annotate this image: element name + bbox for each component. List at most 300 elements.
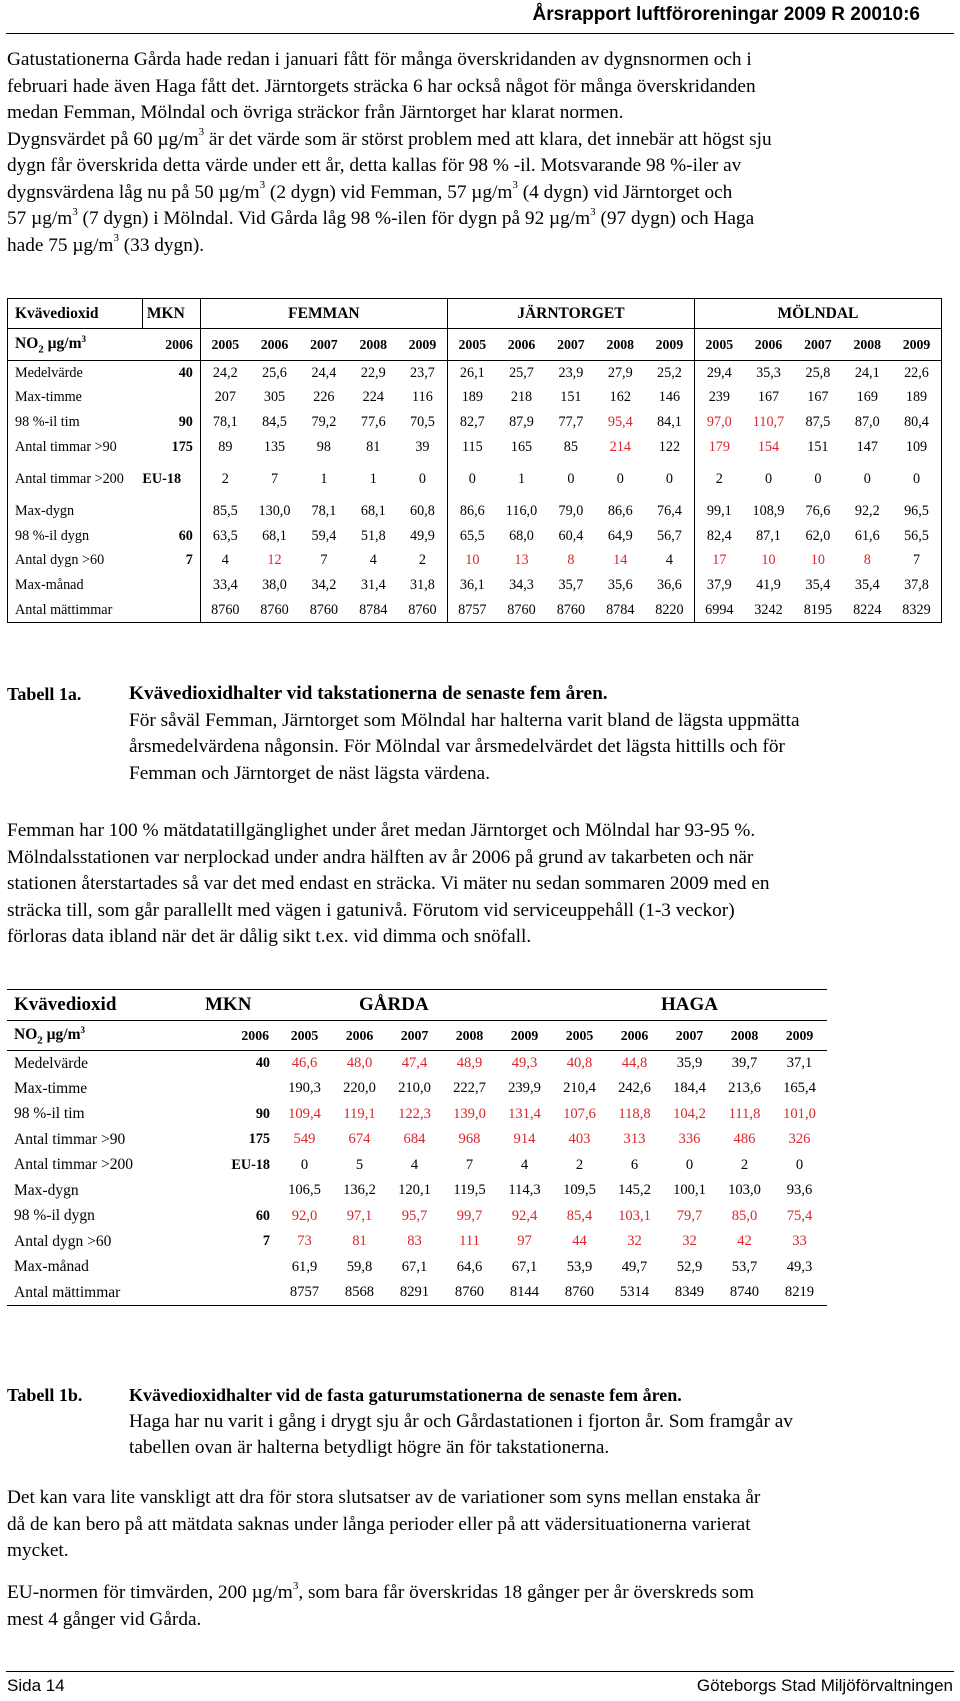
- year-header: 2007: [793, 329, 842, 361]
- mkn-limit: 40: [178, 364, 193, 381]
- value-cell: 59,8: [346, 1258, 373, 1275]
- closing-paragraph-1: [7, 1485, 952, 1565]
- value-cell: 162: [609, 389, 631, 406]
- value-cell: 97: [517, 1233, 532, 1250]
- value-cell: 222,7: [453, 1080, 486, 1097]
- value-cell: 47,4: [401, 1055, 428, 1071]
- value-cell: 109,5: [563, 1182, 596, 1199]
- value-cell: 100,1: [673, 1182, 706, 1199]
- value-cell: 5: [355, 1156, 364, 1173]
- value-cell: 52,9: [676, 1258, 703, 1275]
- value-cell: 242,6: [618, 1080, 651, 1097]
- value-cell: 85,4: [566, 1207, 593, 1224]
- value-cell: 154: [757, 438, 780, 455]
- value-cell: 136,2: [343, 1182, 376, 1199]
- value-cell: 68,0: [509, 527, 534, 544]
- row-label: Max-dygn: [14, 1181, 79, 1199]
- value-cell: 78,1: [311, 503, 337, 520]
- value-cell: 214: [609, 438, 631, 455]
- table-row: [8, 361, 942, 386]
- value-cell: 139,0: [453, 1105, 486, 1122]
- no2-table-street-stations: [7, 989, 827, 1306]
- value-cell: 97,0: [694, 410, 743, 435]
- value-cell: 92,2: [854, 503, 880, 520]
- value-cell: 92,0: [291, 1207, 318, 1224]
- value-cell: 165: [510, 438, 533, 455]
- value-cell: 106,5: [288, 1182, 321, 1199]
- year-header: 2006: [607, 1021, 662, 1051]
- value-cell: 7: [320, 552, 328, 569]
- value-cell: 86,6: [447, 499, 496, 524]
- value-cell: 218: [510, 389, 533, 406]
- table-row: [8, 410, 942, 435]
- value-cell: 24,4: [311, 364, 337, 381]
- table-row: [7, 1076, 827, 1102]
- year-header: 2008: [349, 329, 398, 361]
- value-cell: 122: [658, 438, 681, 455]
- value-cell: 35,3: [756, 364, 781, 381]
- value-cell: 116,0: [505, 503, 538, 520]
- paragraph-line: Mölndalsstationen var nerplockad under andra hälften av år 2006 på grund av takarbeten och när: [7, 846, 754, 868]
- header-station-garda: GÅRDA: [277, 990, 552, 1021]
- value-cell: 65,5: [447, 524, 496, 549]
- value-cell: 2: [200, 459, 249, 499]
- value-cell: 35,4: [854, 576, 880, 593]
- value-cell: 31,4: [360, 576, 386, 593]
- value-cell: 8291: [387, 1280, 442, 1306]
- value-cell: 313: [623, 1131, 646, 1148]
- mkn-limit: 175: [248, 1131, 270, 1148]
- row-label: Max-dygn: [8, 499, 143, 524]
- value-cell: 6994: [694, 598, 743, 623]
- value-cell: 49,9: [410, 527, 435, 544]
- value-cell: 8760: [299, 598, 348, 623]
- value-cell: 53,7: [731, 1258, 758, 1275]
- value-cell: 151: [807, 438, 829, 455]
- caption-line: Haga har nu varit i gång i drygt sju år och Gårdastationen i fjorton år. Som framgår av: [129, 1410, 793, 1432]
- intro-line: Gatustationerna Gårda hade redan i januari fått för många överskridanden av dygnsnormen och i: [7, 49, 752, 70]
- paragraph-line: mycket.: [7, 1540, 69, 1561]
- value-cell: 82,4: [694, 524, 743, 549]
- row-label: Max-månad: [14, 1258, 89, 1276]
- value-cell: 34,3: [509, 576, 534, 593]
- row-label: Antal dygn >60: [8, 549, 143, 574]
- paragraph-line: EU-normen för timvärden, 200 $\mu g/m^3$, som bara får överskridas 18 gånger per år överskreds som: [7, 1579, 754, 1603]
- mkn-limit: EU-18: [142, 470, 182, 487]
- value-cell: 4: [665, 552, 673, 569]
- value-cell: 85,0: [731, 1207, 758, 1224]
- value-cell: 120,1: [398, 1182, 431, 1199]
- value-cell: 79,7: [676, 1207, 703, 1224]
- value-cell: 39: [415, 438, 430, 455]
- value-cell: 87,9: [509, 413, 534, 430]
- table-body: [8, 361, 942, 623]
- table-row: [7, 1255, 827, 1281]
- value-cell: 0: [814, 470, 822, 487]
- value-cell: 0: [764, 470, 773, 487]
- mkn-limit: [142, 573, 200, 598]
- year-header: 2007: [546, 329, 595, 361]
- value-cell: 8760: [497, 598, 546, 623]
- value-cell: 239: [694, 386, 743, 411]
- value-cell: 135: [263, 438, 286, 455]
- table-row: [7, 1153, 827, 1179]
- value-cell: 12: [267, 552, 282, 569]
- value-cell: 0: [863, 470, 871, 487]
- row-label: Medelvärde: [14, 1054, 89, 1072]
- value-cell: 7: [270, 470, 279, 487]
- value-cell: 37,8: [892, 573, 942, 598]
- year-header: 2006: [497, 329, 546, 361]
- value-cell: 84,5: [262, 413, 287, 430]
- value-cell: 4: [410, 1156, 419, 1173]
- value-cell: 23,7: [410, 364, 435, 381]
- row-label: Medelvärde: [8, 361, 143, 386]
- value-cell: 85,5: [200, 499, 249, 524]
- value-cell: 8757: [447, 598, 496, 623]
- value-cell: 0: [567, 470, 575, 487]
- value-cell: 99,7: [456, 1207, 483, 1224]
- page-header-title: Årsrapport luftföroreningar 2009 R 20010:6: [532, 4, 920, 25]
- mkn-limit: 175: [171, 438, 193, 455]
- row-label: 98 %-il dygn: [14, 1207, 95, 1225]
- value-cell: 10: [810, 552, 825, 569]
- year-header: 2008: [717, 1021, 772, 1051]
- value-cell: 84,1: [657, 413, 682, 430]
- caption-line: Femman och Järntorget de näst lägsta värdena.: [129, 762, 491, 784]
- value-cell: 53,9: [566, 1258, 593, 1275]
- header-component: Kvävedioxid: [8, 299, 143, 329]
- value-cell: 29,4: [694, 361, 743, 386]
- row-label: Max-timme: [8, 386, 143, 411]
- paragraph-line: då de kan bero på att mätdata saknas under långa perioder eller på att vädersituationerna varierat: [7, 1513, 751, 1535]
- value-cell: 8760: [546, 598, 595, 623]
- value-cell: 39,7: [731, 1055, 758, 1071]
- table-row: [7, 1229, 827, 1255]
- value-cell: 25,7: [509, 364, 534, 381]
- value-cell: 179: [694, 435, 743, 460]
- year-header: 2006: [744, 329, 793, 361]
- mkn-limit: [142, 499, 200, 524]
- mkn-limit: 7: [185, 552, 193, 569]
- paragraph-line: Femman har 100 % mätdatatillgänglighet under året medan Järntorget och Mölndal har 93-95 %.: [7, 820, 756, 841]
- value-cell: 115: [447, 435, 496, 460]
- header-mkn: MKN: [197, 990, 277, 1021]
- value-cell: 111,8: [728, 1105, 761, 1122]
- value-cell: 213,6: [728, 1080, 761, 1097]
- value-cell: 210,4: [563, 1080, 596, 1097]
- footer-rule: [6, 1671, 954, 1672]
- value-cell: 86,6: [607, 503, 633, 520]
- year-header: 2009: [497, 1021, 552, 1051]
- value-cell: 5314: [607, 1280, 662, 1306]
- value-cell: 8349: [662, 1280, 717, 1306]
- paragraph-line: sträcka till, som går parallellt med vägen i gatunivå. Förutom vid serviceuppehåll (1-3 veckor): [7, 899, 735, 921]
- value-cell: 239,9: [508, 1080, 541, 1097]
- value-cell: 73: [297, 1233, 312, 1250]
- value-cell: 64,6: [456, 1258, 483, 1275]
- footer-page-number: Sida 14: [7, 1676, 65, 1695]
- value-cell: 17: [694, 549, 743, 574]
- value-cell: 79,2: [311, 413, 337, 430]
- value-cell: 8784: [349, 598, 398, 623]
- table-row: [7, 1127, 827, 1153]
- value-cell: 22,6: [892, 361, 942, 386]
- table2-caption-label: Tabell 1b.: [7, 1385, 83, 1405]
- value-cell: 220,0: [343, 1080, 376, 1097]
- value-cell: 118,8: [618, 1105, 651, 1122]
- no2-table-roof-stations: [7, 298, 942, 623]
- value-cell: 46,6: [291, 1055, 318, 1071]
- value-cell: 0: [616, 470, 624, 487]
- mkn-limit: [197, 1255, 277, 1281]
- table1-caption-label: Tabell 1a.: [7, 684, 82, 704]
- table-row: [8, 499, 942, 524]
- value-cell: 51,8: [360, 527, 386, 544]
- year-header: 2009: [645, 329, 694, 361]
- value-cell: 110,7: [752, 413, 785, 430]
- value-cell: 24,2: [200, 361, 249, 386]
- value-cell: 79,0: [558, 503, 584, 520]
- value-cell: 210,0: [398, 1080, 431, 1097]
- value-cell: 75,4: [786, 1207, 813, 1224]
- table-row: [7, 1102, 827, 1128]
- value-cell: 8760: [200, 598, 249, 623]
- value-cell: 549: [293, 1131, 316, 1148]
- value-cell: 78,1: [200, 410, 249, 435]
- value-cell: 336: [678, 1131, 701, 1148]
- value-cell: 26,1: [447, 361, 496, 386]
- row-label: Antal timmar >200: [14, 1156, 133, 1174]
- value-cell: 8784: [596, 598, 645, 623]
- value-cell: 99,1: [694, 499, 743, 524]
- value-cell: 111: [459, 1233, 480, 1250]
- intro-line: februari hade även Haga fått det. Järntorgets sträcka 6 har också något för många överskridanden: [7, 75, 756, 97]
- year-header: 2005: [552, 1021, 607, 1051]
- value-cell: 224: [362, 389, 384, 406]
- footer-organization: Göteborgs Stad Miljöförvaltningen: [696, 1676, 953, 1695]
- value-cell: 114,3: [508, 1182, 541, 1199]
- header-mkn: MKN: [142, 299, 200, 329]
- table-row: [7, 1280, 827, 1306]
- value-cell: 151: [560, 389, 582, 406]
- paragraph-line: mest 4 gånger vid Gårda.: [7, 1608, 202, 1630]
- intro-line: Dygnsvärdet på 60 $\mu g/m^3$ är det värde som är störst problem med att klara, det innebär att högst sju: [7, 126, 772, 150]
- value-cell: 109,4: [288, 1105, 321, 1122]
- value-cell: 167: [807, 389, 829, 406]
- value-cell: 44,8: [621, 1055, 648, 1071]
- value-cell: 8329: [892, 598, 942, 623]
- value-cell: 37,9: [694, 573, 743, 598]
- mkn-limit: 60: [178, 527, 193, 544]
- value-cell: 2: [575, 1156, 584, 1173]
- mkn-limit: [197, 1280, 277, 1306]
- row-label: 98 %-il dygn: [8, 524, 143, 549]
- value-cell: 0: [447, 459, 496, 499]
- value-cell: 63,5: [200, 524, 249, 549]
- value-cell: 968: [458, 1131, 481, 1148]
- value-cell: 4: [520, 1156, 529, 1173]
- value-cell: 486: [733, 1131, 756, 1148]
- header-component: Kvävedioxid: [7, 990, 197, 1021]
- value-cell: 103,0: [728, 1182, 761, 1199]
- value-cell: 684: [403, 1131, 426, 1148]
- value-cell: 10: [761, 552, 776, 569]
- value-cell: 131,4: [508, 1105, 541, 1122]
- value-cell: 226: [313, 389, 335, 406]
- caption-line: årsmedelvärdena någonsin. För Mölndal var årsmedelvärdet det lägsta hittills och för: [129, 736, 785, 757]
- table-row: [8, 524, 942, 549]
- value-cell: 49,3: [511, 1055, 538, 1071]
- mkn-limit: [142, 598, 200, 623]
- value-cell: 2: [740, 1156, 749, 1173]
- closing-paragraph-2: [7, 1580, 952, 1633]
- value-cell: 23,9: [558, 364, 584, 381]
- value-cell: 64,9: [607, 527, 633, 544]
- mkn-limit: 60: [255, 1207, 270, 1224]
- mkn-limit: EU-18: [231, 1156, 270, 1173]
- value-cell: 81: [352, 1233, 367, 1250]
- value-cell: 97,1: [346, 1207, 373, 1224]
- row-label: Antal mättimmar: [8, 598, 143, 623]
- value-cell: 38,0: [262, 576, 287, 593]
- value-cell: 189: [447, 386, 496, 411]
- value-cell: 48,9: [456, 1055, 483, 1071]
- mkn-limit: 7: [262, 1233, 270, 1250]
- year-header: 2008: [596, 329, 645, 361]
- value-cell: 92,4: [511, 1207, 538, 1224]
- year-header: 2008: [843, 329, 892, 361]
- value-cell: 60,8: [410, 503, 435, 520]
- value-cell: 70,5: [410, 413, 435, 430]
- value-cell: 8760: [250, 598, 299, 623]
- value-cell: 326: [788, 1131, 811, 1148]
- value-cell: 49,3: [786, 1258, 813, 1275]
- value-cell: 32: [627, 1233, 642, 1250]
- year-header: 2006: [332, 1021, 387, 1051]
- year-header: 2008: [442, 1021, 497, 1051]
- value-cell: 42: [737, 1233, 752, 1250]
- value-cell: 8195: [793, 598, 842, 623]
- value-cell: 146: [658, 389, 681, 406]
- value-cell: 147: [856, 438, 878, 455]
- value-cell: 14: [613, 552, 628, 569]
- paragraph-line: förloras data ibland när det är dålig sikt t.ex. vid dimma och snöfall.: [7, 926, 532, 947]
- value-cell: 189: [892, 386, 942, 411]
- value-cell: 4: [200, 549, 249, 574]
- value-cell: 68,1: [360, 503, 386, 520]
- year-header: 2005: [277, 1021, 332, 1051]
- value-cell: 36,1: [447, 573, 496, 598]
- table-row: [8, 386, 942, 411]
- year-header: 2007: [387, 1021, 442, 1051]
- value-cell: 40,8: [566, 1055, 593, 1071]
- header-station-jarntorget: JÄRNTORGET: [447, 299, 694, 329]
- value-cell: 7: [465, 1156, 474, 1173]
- value-cell: 62,0: [805, 527, 831, 544]
- intro-line: medan Femman, Mölndal och övriga sträckor från Järntorget har klarat normen.: [7, 102, 624, 123]
- year-header: 2007: [662, 1021, 717, 1051]
- value-cell: 914: [513, 1131, 536, 1148]
- value-cell: 61,6: [854, 527, 880, 544]
- value-cell: 1: [369, 470, 377, 487]
- value-cell: 169: [856, 389, 878, 406]
- value-cell: 0: [892, 459, 942, 499]
- value-cell: 184,4: [673, 1080, 706, 1097]
- year-header: 2006: [250, 329, 299, 361]
- year-header: 2005: [200, 329, 249, 361]
- intro-line: dygnsvärdena låg nu på 50 $\mu g/m^3$ (2 dygn) vid Femman, 57 $\mu g/m^3$ (4 dygn) vid Järntorget och: [7, 179, 733, 203]
- row-label: Max-timme: [14, 1079, 88, 1097]
- caption-line: tabellen ovan är halterna betydligt högre än för takstationerna.: [129, 1437, 610, 1458]
- value-cell: 1: [517, 470, 526, 487]
- value-cell: 8224: [843, 598, 892, 623]
- value-cell: 130,0: [258, 503, 291, 520]
- no2-unit-label: $NO_2$ $\mu g/m^3$: [8, 329, 143, 361]
- value-cell: 1: [320, 470, 328, 487]
- mkn-limit: [197, 1178, 277, 1204]
- table-row: [7, 1204, 827, 1230]
- value-cell: 3242: [744, 598, 793, 623]
- value-cell: 8219: [772, 1280, 827, 1306]
- table-row: [7, 1178, 827, 1204]
- caption-line: För såväl Femman, Järntorget som Mölndal har halterna varit bland de lägsta uppmätta: [129, 709, 800, 731]
- value-cell: 7: [892, 549, 942, 574]
- value-cell: 35,7: [558, 576, 584, 593]
- intro-line: 57 $\mu g/m^3$ (7 dygn) i Mölndal. Vid Gårda låg 98 %-ilen för dygn på 92 $\mu g/m^3$ (97 dygn) och Haga: [7, 205, 755, 229]
- value-cell: 0: [418, 470, 426, 487]
- value-cell: 10: [447, 549, 496, 574]
- value-cell: 8740: [717, 1280, 772, 1306]
- value-cell: 35,4: [805, 576, 831, 593]
- value-cell: 67,1: [511, 1258, 538, 1275]
- value-cell: 22,9: [360, 364, 386, 381]
- value-cell: 109: [892, 435, 942, 460]
- value-cell: 33: [792, 1233, 807, 1250]
- value-cell: 103,1: [618, 1207, 651, 1224]
- value-cell: 190,3: [288, 1080, 321, 1097]
- header-station-molndal: MÖLNDAL: [694, 299, 941, 329]
- value-cell: 35,6: [607, 576, 633, 593]
- value-cell: 119,5: [453, 1182, 486, 1199]
- value-cell: 25,2: [657, 364, 682, 381]
- value-cell: 8757: [277, 1280, 332, 1306]
- row-label: Antal timmar >90: [8, 435, 143, 460]
- value-cell: 33,4: [200, 573, 249, 598]
- table-row: [8, 598, 942, 623]
- value-cell: 0: [795, 1156, 804, 1173]
- value-cell: 81: [366, 438, 381, 455]
- year-header: 2009: [772, 1021, 827, 1051]
- value-cell: 0: [300, 1156, 309, 1173]
- value-cell: 8760: [552, 1280, 607, 1306]
- row-label: Antal timmar >90: [14, 1130, 126, 1148]
- mkn-limit: [197, 1076, 277, 1102]
- value-cell: 68,1: [262, 527, 287, 544]
- value-cell: 67,1: [401, 1258, 428, 1275]
- row-label: 98 %-il tim: [14, 1105, 85, 1123]
- header-rule: [6, 33, 954, 34]
- table1-caption-title: Kvävedioxidhalter vid takstationerna de senaste fem åren.: [129, 683, 608, 704]
- value-cell: 80,4: [892, 410, 942, 435]
- value-cell: 95,4: [607, 413, 633, 430]
- value-cell: 61,9: [291, 1258, 318, 1275]
- value-cell: 101,0: [783, 1105, 816, 1122]
- value-cell: 104,2: [673, 1105, 706, 1122]
- header-station-haga: HAGA: [552, 990, 827, 1021]
- value-cell: 0: [685, 1156, 694, 1173]
- value-cell: 116: [412, 389, 433, 406]
